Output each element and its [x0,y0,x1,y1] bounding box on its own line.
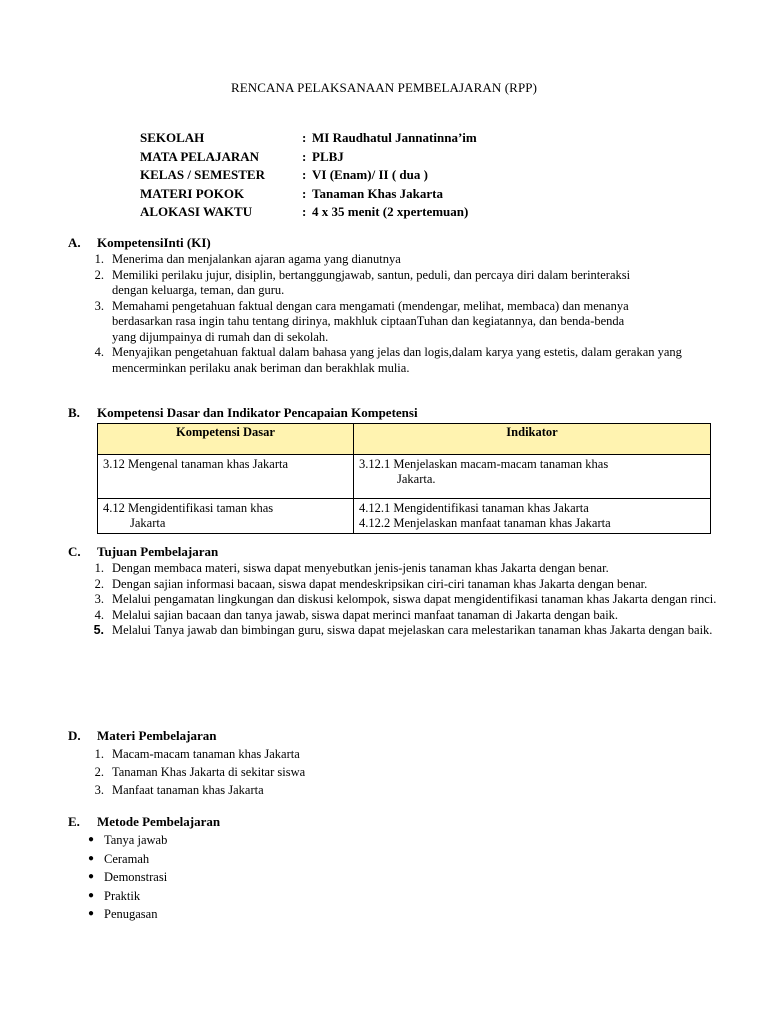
list-text: Menerima dan menjalankan ajaran agama yang dianutnya [112,252,401,266]
cell-line: Jakarta [130,516,166,530]
cell-line: 4.12.1 Mengidentifikasi tanaman khas Jakarta [359,501,589,515]
section-letter: B. [68,405,80,420]
list-item [68,268,728,299]
section-kompetensi-inti [68,234,728,376]
list-text: Dengan membaca materi, siswa dapat menyebutkan jenis-jenis tanaman khas Jakarta dengan benar. [112,561,609,575]
ki-list [68,252,728,376]
section-kompetensi-dasar [68,404,728,422]
identity-value: 4 x 35 menit (2 xpertemuan) [312,204,469,219]
list-item [68,592,728,608]
identity-value: MI Raudhatul Jannatinna’im [312,130,477,145]
list-item [68,561,728,577]
identity-row-sekolah [140,129,477,148]
table-cell-indikator [354,455,711,499]
cell-line: 4.12 Mengidentifikasi taman khas [103,501,274,515]
identity-row-mata-pelajaran [140,148,477,167]
list-item [68,745,728,763]
identity-label: MATA PELAJARAN [140,148,260,164]
table-header-row [98,424,711,455]
table-row [98,455,711,499]
list-text: Manfaat tanaman khas Jakarta [112,783,264,797]
cell-line: 4.12.2 Menjelaskan manfaat tanaman khas Jakarta [359,516,611,530]
list-item [68,299,728,346]
list-item [68,608,728,624]
section-title: KompetensiInti (KI) [97,235,211,250]
list-text: Macam-macam tanaman khas Jakarta [112,747,300,761]
section-title: Materi Pembelajaran [97,728,217,743]
table-header-indikator: Indikator [354,424,711,455]
list-item [68,868,728,887]
bullet-dot-icon: ● [87,852,95,864]
identity-colon: : [302,148,307,164]
document-title: RENCANA PELAKSANAAN PEMBELAJARAN (RPP) [230,80,538,95]
identity-row-materi-pokok [140,185,477,204]
cell-line: Jakarta. [397,472,436,486]
list-text: Praktik [104,888,141,903]
identity-colon: : [302,130,307,145]
section-materi-pembelajaran [68,727,728,799]
section-heading [68,404,728,422]
section-heading [68,727,728,745]
bullet-dot-icon: ● [87,834,95,845]
section-title: Tujuan Pembelajaran [97,544,219,559]
list-number: 4. [94,607,104,622]
tujuan-list [68,561,728,639]
section-heading [68,543,728,561]
list-text: Melalui sajian bacaan dan tanya jawab, siswa dapat merinci manfaat tanaman di Jakarta dengan baik. [112,607,619,622]
materi-list [68,745,728,799]
bullet-dot-icon: ● [87,871,95,882]
list-text: Melalui pengamatan lingkungan dan diskusi kelompok, siswa dapat mengidentifikasi tanaman khas Jakarta dengan rinci. [112,592,717,606]
list-text: Demonstrasi [104,870,168,884]
section-heading [68,234,728,252]
identity-value: PLBJ [312,148,344,164]
identity-colon: : [302,185,307,201]
identity-label: KELAS / SEMESTER [140,167,265,182]
table-cell-indikator [354,499,711,534]
list-item [68,763,728,781]
list-text: Memahami pengetahuan faktual dengan cara mengamati (mendengar, melihat, membaca) dan menanya berdasarkan rasa ingin tahu tentang dirinya, makhluk ciptaanTuhan dan kegiatannya, dan benda-benda yang dijumpainya di rumah dan di sekolah. [112,298,629,344]
list-number: 1. [94,561,104,575]
table-row [98,499,711,534]
identity-label: ALOKASI WAKTU [140,204,253,219]
list-number: 2. [94,576,104,591]
list-number: 2. [94,765,104,779]
identity-colon: : [302,204,307,219]
list-text: Dengan sajian informasi bacaan, siswa dapat mendeskripsikan ciri-ciri tanaman khas Jakarta dengan benar. [112,576,648,591]
identity-value: VI (Enam)/ II ( dua ) [312,167,428,182]
cell-line: 3.12 Mengenal tanaman khas Jakarta [103,457,289,471]
list-text: Memiliki perilaku jujur, disiplin, bertanggungjawab, santun, peduli, dan percaya diri dalam berinteraksi dengan keluarga, teman, dan guru. [112,267,631,297]
identity-label: SEKOLAH [140,130,205,145]
section-letter: A. [68,235,81,250]
list-item [68,345,728,376]
table-cell-kd [98,499,354,534]
section-metode-pembelajaran [68,813,728,924]
identity-row-alokasi-waktu [140,203,477,222]
kd-indicator-table [97,423,711,534]
list-item [68,905,728,924]
list-text: Melalui Tanya jawab dan bimbingan guru, siswa dapat mejelaskan cara melestarikan tanaman khas Jakarta dengan baik. [112,623,713,637]
identity-value: Tanaman Khas Jakarta [312,185,443,201]
bullet-dot-icon: ● [87,889,95,901]
list-number: 1. [94,252,104,266]
list-number: 5. [93,623,104,637]
list-item [68,831,728,850]
list-number: 3. [94,298,104,313]
table-header-kd: Kompetensi Dasar [98,424,354,455]
bullet-dot-icon: ● [87,908,95,919]
section-title: Metode Pembelajaran [97,814,221,829]
identity-colon: : [302,167,307,182]
list-number: 3. [94,783,104,797]
list-number: 3. [94,592,104,606]
list-item [68,577,728,593]
section-letter: C. [68,544,81,559]
table-cell-kd [98,455,354,499]
identity-row-kelas-semester [140,166,477,185]
list-item [68,887,728,906]
list-text: Menyajikan pengetahuan faktual dalam bahasa yang jelas dan logis,dalam karya yang estetis, dalam gerakan yang mencerminkan perilaku anak beriman dan berakhlak mulia. [112,345,682,375]
cell-line: 3.12.1 Menjelaskan macam-macam tanaman khas [359,457,609,471]
list-number: 4. [94,345,104,359]
list-item [68,850,728,869]
section-letter: D. [68,728,81,743]
list-item [68,623,728,639]
list-text: Tanya jawab [104,833,168,847]
list-item [68,252,728,268]
list-text: Penugasan [104,907,158,921]
list-item [68,781,728,799]
section-title: Kompetensi Dasar dan Indikator Pencapaian Kompetensi [97,405,418,420]
list-text: Tanaman Khas Jakarta di sekitar siswa [112,765,306,779]
metode-list [68,831,728,924]
list-number: 2. [94,267,104,282]
list-text: Ceramah [104,851,150,866]
list-number: 1. [94,747,104,761]
section-letter: E. [68,814,80,829]
section-tujuan-pembelajaran [68,543,728,639]
identity-block [140,129,477,222]
section-heading [68,813,728,831]
identity-label: MATERI POKOK [140,185,245,201]
